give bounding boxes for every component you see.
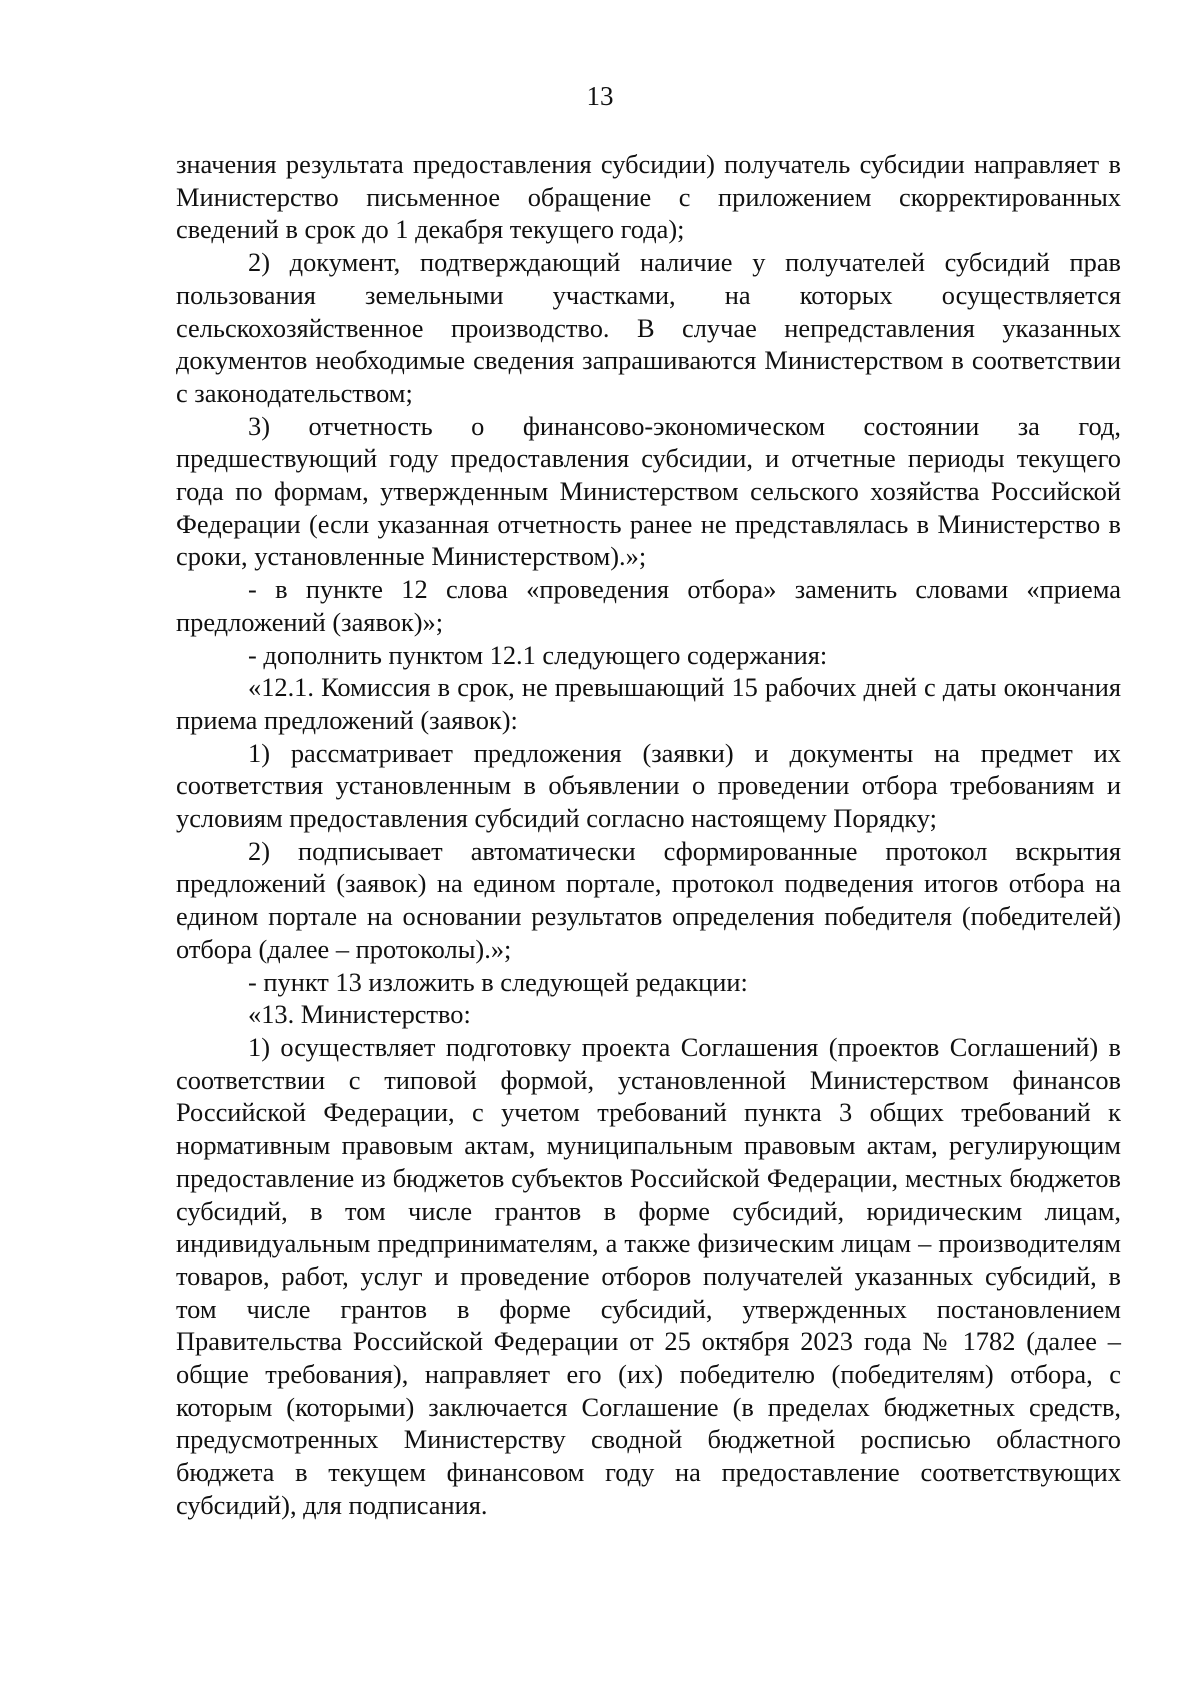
- paragraph-amend-point-12: - в пункте 12 слова «проведения отбора» заменить словами «приема предложений (заявок)»;: [176, 574, 1121, 637]
- paragraph-add-point-12-1: - дополнить пунктом 12.1 следующего содержания:: [248, 639, 828, 670]
- paragraph-continuation: значения результата предоставления субсидии) получатель субсидии направляет в Министерство письменное обращение с приложением скорректированных сведений в срок до 1 декабря текущего года);: [176, 149, 1121, 245]
- paragraph-item-2-land-rights: 2) документ, подтверждающий наличие у получателей субсидий прав пользования земельными участками, на которых осуществляется сельскохозяйственное производство. В случае непредставления указанных документов необходимые сведения запрашиваются Министерством в соответствии с законодательством;: [176, 247, 1121, 408]
- paragraph-item-3-financial-report: 3) отчетность о финансово-экономическом состоянии за год, предшествующий году предоставления субсидии, и отчетные периоды текущего года по формам, утвержденным Министерством сельского хозяйства Российской Федерации (если указанная отчетность ранее не представлялась в Министерство в сроки, установленные Министерством).»;: [176, 410, 1121, 572]
- paragraph-point-12-1-item-2: 2) подписывает автоматически сформированные протокол вскрытия предложений (заявок) на едином портале, протокол подведения итогов отбора на едином портале на основании результатов определения победителя (победителей) отбора (далее – протоколы).»;: [176, 835, 1121, 964]
- paragraph-point-13-ministry: «13. Министерство:: [248, 999, 471, 1030]
- paragraph-amend-point-13: - пункт 13 изложить в следующей редакции:: [248, 966, 748, 997]
- paragraph-point-12-1-commission: «12.1. Комиссия в срок, не превышающий 15 рабочих дней с даты окончания приема предложений (заявок):: [176, 672, 1121, 735]
- page-number: 13: [586, 81, 614, 111]
- document-body: [176, 148, 1121, 1522]
- paragraph-point-12-1-item-1: 1) рассматривает предложения (заявки) и документы на предмет их соответствия установленным в объявлении о проведении отбора требованиям и условиям предоставления субсидий согласно настоящему Порядку;: [176, 737, 1121, 834]
- paragraph-point-13-item-1: 1) осуществляет подготовку проекта Соглашения (проектов Соглашений) в соответствии с типовой формой, установленной Министерством финансов Российской Федерации, с учетом требований пункта 3 общих требований к нормативным правовым актам, муниципальным правовым актам, регулирующим предоставление из бюджетов субъектов Российской Федерации, местных бюджетов субсидий, в том числе грантов в форме субсидий, юридическим лицам, индивидуальным предпринимателям, а также физическим лицам – производителям товаров, работ, услуг и проведение отборов получателей указанных субсидий, в том числе грантов в форме субсидий, утвержденных постановлением Правительства Российской Федерации от 25 октября 2023 года № 1782 (далее – общие требования), направляет его (их) победителю (победителям) отбора, с которым (которыми) заключается Соглашение (в пределах бюджетных средств, предусмотренных Министерству сводной бюджетной росписью областного бюджета в текущем финансовом году на предоставление соответствующих субсидий), для подписания.: [176, 1031, 1121, 1520]
